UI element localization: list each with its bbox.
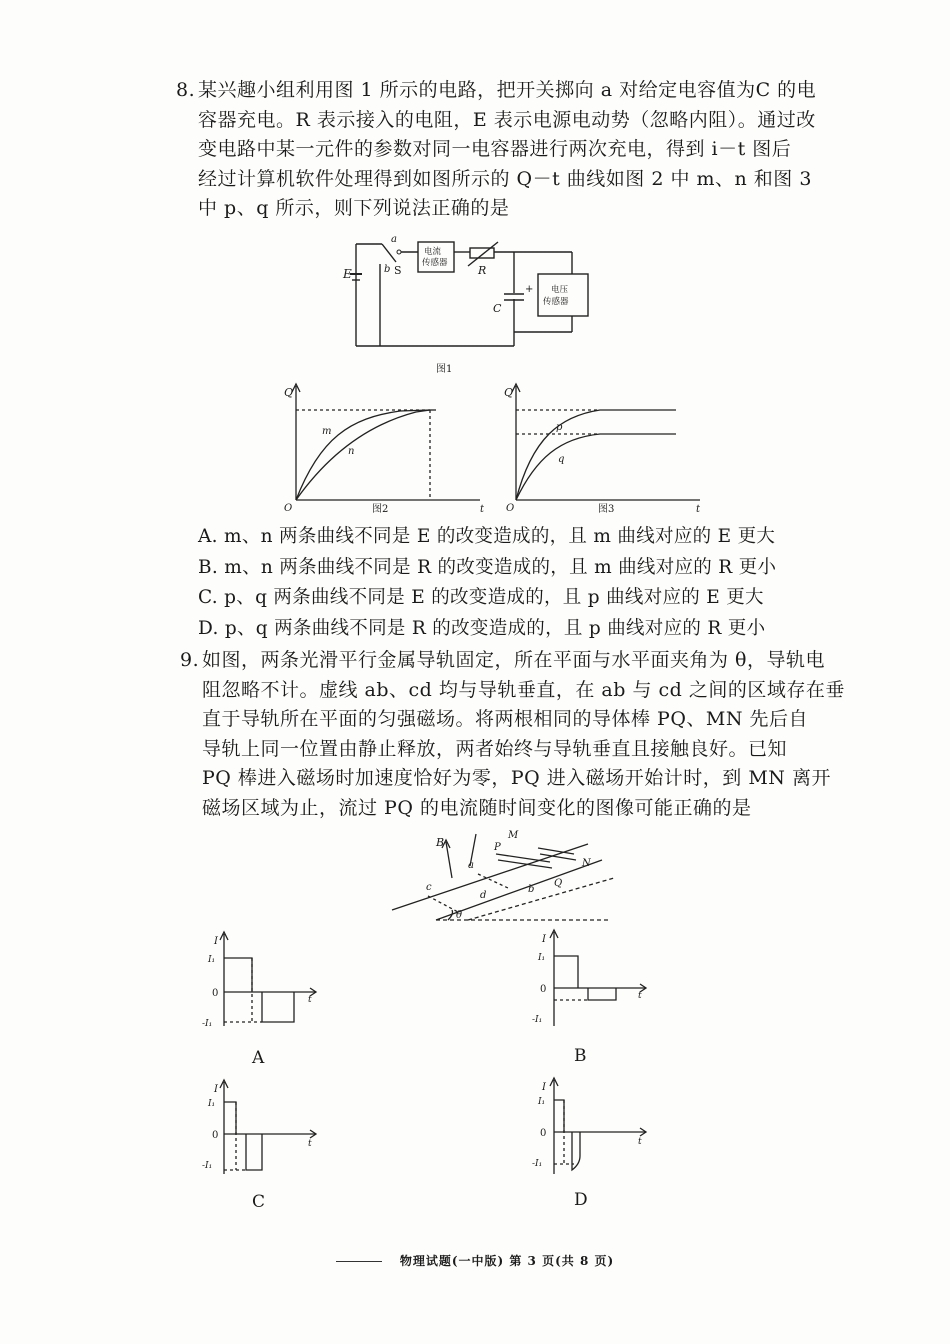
fig3-curve-p: p [556,422,563,433]
fig2-axis-x: t [480,504,485,515]
rails-label-c: c [426,882,432,893]
rails-label-N: N [582,858,591,869]
fig2-caption: 图2 [372,504,389,515]
fig1-label-b: b [384,264,391,275]
q8-line-3: 变电路中某一元件的参数对同一电容器进行两次充电，得到 i－t 图后 [198,138,792,160]
fig1-caption: 图1 [436,364,453,375]
gc-I1: I₁ [208,1099,216,1109]
rails-label-a: a [468,860,474,871]
fig1-label-S: S [394,264,402,277]
rails-label-d: d [480,890,487,901]
fig1-current-sensor-l2: 传感器 [422,258,448,268]
rails-label-P: P [494,842,501,853]
q9-graph-d [528,1074,658,1184]
gb-t: t [638,991,642,1001]
q9-graph-b [528,926,658,1036]
circuit-figure-1 [340,232,600,380]
fig3-origin: O [506,503,515,514]
gc-zero: 0 [212,1130,219,1141]
gb-negI1: -I₁ [532,1015,543,1025]
q9-graph-c [198,1076,328,1186]
ga-zero: 0 [212,988,219,999]
page-footer [0,1252,950,1269]
q8-option-a: A. m、n 两条曲线不同是 E 的改变造成的，且 m 曲线对应的 E 更大 [198,526,776,547]
graph-figure-2 [280,378,490,518]
fig2-curve-n: n [348,446,355,457]
gb-zero: 0 [540,984,547,995]
fig1-label-plus: + [525,284,534,295]
fig2-origin: O [284,503,293,514]
q9-graph-a [198,928,328,1038]
gb-I: I [542,934,546,945]
q8-line-1: 8. 某兴趣小组利用图 1 所示的电路，把开关掷向 a 对给定电容值为C 的电 [176,76,786,106]
q9-choice-a: A [252,1048,265,1068]
rails-label-b: b [528,884,535,895]
fig3-curve-q: q [558,454,565,465]
q9-line-1: 9. 如图，两条光滑平行金属导轨固定，所在平面与水平面夹角为 θ，导轨电 [180,646,800,676]
ga-I: I [214,936,218,947]
fig1-label-E: E [343,267,352,281]
fig3-axis-x: t [696,504,701,515]
q8-options [198,522,776,644]
gd-I1: I₁ [538,1097,546,1107]
graph-figure-3 [500,378,710,518]
q9-line-2: 阻忽略不计。虚线 ab、cd 均与导轨垂直，在 ab 与 cd 之间的区域存在垂 [202,678,845,701]
ga-I1: I₁ [208,955,216,965]
q9-line-6: 磁场区域为止，流过 PQ 的电流随时间变化的图像可能正确的是 [202,796,752,819]
gd-negI1: -I₁ [532,1159,543,1169]
q9-line-3: 直于导轨所在平面的匀强磁场。将两根相同的导体棒 PQ、MN 先后自 [202,708,809,730]
rails-label-M: M [508,830,519,841]
fig3-caption: 图3 [598,504,615,515]
q9-choice-c: C [252,1192,266,1212]
question-8 [176,76,817,224]
ga-t: t [308,995,312,1005]
gc-negI1: -I₁ [202,1161,213,1171]
q9-choice-b: B [574,1046,587,1066]
fig1-label-C: C [493,302,502,315]
fig1-voltage-sensor-l1: 电压 [551,285,569,295]
q8-line-5: 中 p、q 所示，则下列说法正确的是 [198,197,510,219]
gd-t: t [638,1137,642,1147]
question-9 [180,646,845,823]
ga-negI1: -I₁ [202,1019,213,1029]
rails-figure [388,826,618,926]
q8-option-b: B. m、n 两条曲线不同是 R 的改变造成的，且 m 曲线对应的 R 更小 [198,556,777,578]
gc-t: t [308,1139,312,1149]
q9-choice-d: D [574,1190,588,1210]
q8-line-4: 经过计算机软件处理得到如图所示的 Q－t 曲线如图 2 中 m、n 和图 3 [198,167,812,190]
fig1-label-a: a [391,234,397,245]
gd-zero: 0 [540,1128,547,1139]
rails-label-theta: θ [456,910,463,921]
footer-text: 物理试题(一中版) 第 3 页(共 8 页) [399,1254,615,1268]
rails-label-Q: Q [554,878,563,889]
rails-label-B: B [436,836,445,849]
fig3-axis-y: Q [504,386,514,399]
fig1-voltage-sensor-l2: 传感器 [543,297,569,307]
q9-line-5: PQ 棒进入磁场时加速度恰好为零，PQ 进入磁场开始计时，到 MN 离开 [202,767,831,789]
fig1-label-R: R [478,264,487,277]
fig1-current-sensor-l1: 电流 [424,247,442,257]
q9-line-4: 导轨上同一位置由静止释放，两者始终与导轨垂直且接触良好。已知 [202,737,788,760]
q8-option-d: D. p、q 两条曲线不同是 R 的改变造成的，且 p 曲线对应的 R 更小 [198,617,766,639]
q8-line-2: 容器充电。R 表示接入的电阻，E 表示电源电动势（忽略内阻）。通过改 [198,108,816,131]
q8-number: 8. [176,79,196,101]
q9-number: 9. [180,649,200,671]
fig2-curve-m: m [322,426,332,437]
gc-I: I [214,1084,218,1095]
gb-I1: I₁ [538,953,546,963]
fig2-axis-y: Q [284,386,294,399]
gd-I: I [542,1082,546,1093]
q8-option-c: C. p、q 两条曲线不同是 E 的改变造成的，且 p 曲线对应的 E 更大 [198,587,764,608]
